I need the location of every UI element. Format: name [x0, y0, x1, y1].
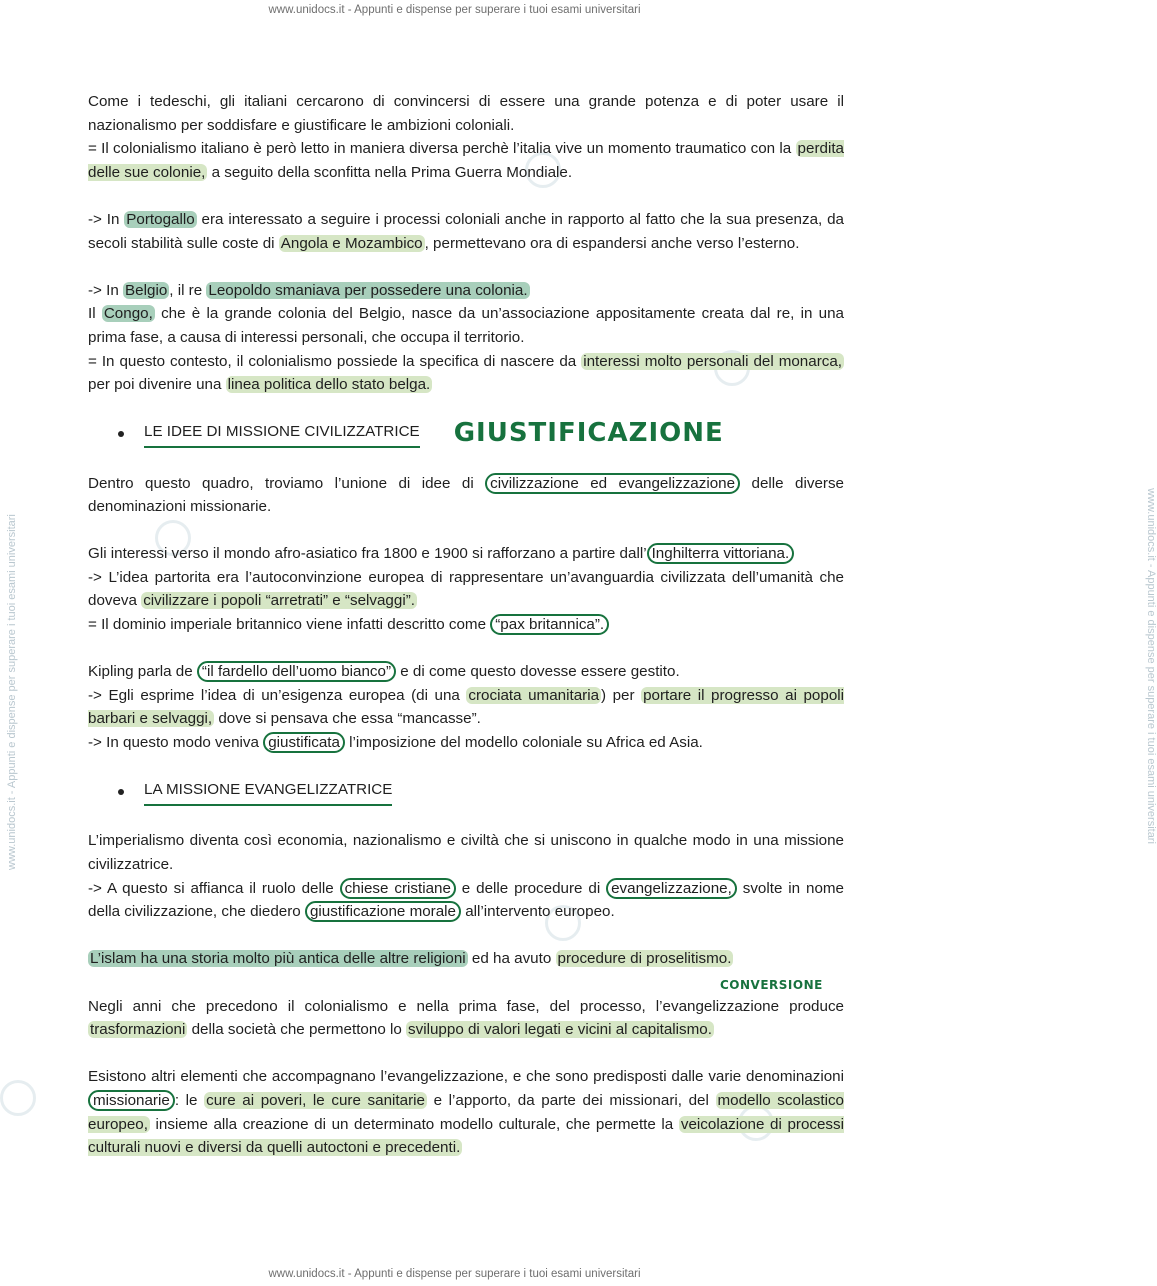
text: a seguito della sconfitta nella Prima Guerra Mondiale.: [207, 163, 573, 181]
text: che è la grande colonia del Belgio, nasce da un’associazione appositamente creata dal re, in una prima fase, a causa di interessi personali, che occupa il territorio.: [88, 305, 844, 346]
paragraph-capitalismo: [88, 995, 844, 1042]
highlight: trasformazioni: [90, 1021, 186, 1039]
highlight: sviluppo di valori legati e vicini al capitalismo.: [408, 1021, 712, 1039]
bullet-icon: [118, 789, 124, 795]
text: della società che permettono lo: [187, 1021, 407, 1039]
header-watermark: www.unidocs.it - Appunti e dispense per superare i tuoi esami universitari: [268, 4, 641, 16]
section-heading-civilizzatrice: [88, 420, 844, 448]
paragraph-portogallo: [88, 208, 844, 255]
text: Negli anni che precedono il colonialismo e nella prima fase, del processo, l’evangelizzazione produce: [88, 997, 844, 1015]
highlight: modello scolastico europeo,: [88, 1091, 844, 1133]
footer-watermark: www.unidocs.it - Appunti e dispense per superare i tuoi esami universitari: [268, 1268, 641, 1280]
paragraph-idee: [88, 472, 844, 519]
highlight: Angola e Mozambico: [280, 234, 423, 252]
watermark-logo-icon: [0, 1080, 36, 1116]
text: : le: [174, 1091, 205, 1109]
text: ed ha avuto: [467, 950, 556, 968]
text: Dentro questo quadro, troviamo l’unione di idee di: [88, 474, 486, 492]
paragraph-inghilterra: [88, 542, 844, 636]
text: -> In: [88, 210, 125, 228]
circled-text: “pax britannica”.: [490, 614, 609, 635]
highlight: cure ai poveri, le cure sanitarie: [206, 1091, 425, 1109]
circled-text: civilizzazione ed evangelizzazione: [485, 473, 740, 494]
text: Kipling parla de: [88, 663, 197, 681]
circled-text: chiese cristiane: [340, 878, 456, 899]
text: delle diverse denominazioni missionarie.: [88, 474, 844, 516]
highlight: Belgio: [125, 281, 168, 299]
bullet-icon: [118, 431, 124, 437]
text: era interessato a seguire i processi coloniali anche in rapporto al fatto che la sua presenza, da secoli stabilità sulle coste di: [88, 210, 844, 252]
text: , il re: [169, 281, 207, 299]
highlight: Congo,: [103, 305, 153, 323]
highlight: crociata umanitaria: [468, 686, 600, 704]
paragraph-imperialismo: [88, 829, 844, 923]
text: = Il dominio imperiale britannico viene infatti descritto come: [88, 616, 491, 634]
circled-text: “il fardello dell’uomo bianco”: [197, 661, 396, 682]
highlight: L’islam ha una storia molto più antica delle altre religioni: [90, 950, 466, 968]
text: e l’apporto, da parte dei missionari, del: [426, 1091, 716, 1109]
text: Come i tedeschi, gli italiani cercarono di convincersi di essere una grande potenza e di poter usare il nazionalismo per soddisfare e giustificare le ambizioni coloniali.: [88, 93, 844, 134]
heading-label: LE IDEE DI MISSIONE CIVILIZZATRICE: [144, 420, 420, 448]
side-watermark-right: www.unidocs.it - Appunti e dispense per superare i tuoi esami universitari: [1145, 488, 1157, 844]
text: l’imposizione del modello coloniale su Africa ed Asia.: [344, 734, 703, 752]
handwritten-note: GIUSTIFICAZIONE: [453, 418, 724, 449]
circled-text: giustificata: [263, 732, 345, 753]
paragraph-islam: [88, 947, 844, 971]
highlight: procedure di proselitismo.: [557, 950, 732, 968]
text: all’intervento europeo.: [461, 903, 615, 921]
highlight: linea politica dello stato belga.: [227, 376, 431, 394]
text: -> A questo si affianca il ruolo delle: [88, 879, 340, 897]
highlight: Portogallo: [126, 210, 195, 228]
paragraph-kipling: [88, 660, 844, 754]
heading-label: LA MISSIONE EVANGELIZZATRICE: [144, 778, 392, 806]
text: , permettevano ora di espandersi anche verso l’esterno.: [424, 234, 800, 252]
highlight: veicolazione di processi culturali nuovi e diversi da quelli autoctoni e precedenti.: [88, 1115, 844, 1157]
highlight: perdita delle sue colonie,: [88, 140, 844, 181]
text: -> Egli esprime l’idea di un’esigenza europea (di una: [88, 686, 467, 704]
text: dove si pensava che essa “mancasse”.: [214, 710, 481, 728]
text: -> In questo modo veniva: [88, 734, 264, 752]
highlight: interessi molto personali del monarca,: [583, 352, 843, 370]
circled-text: missionarie: [88, 1090, 175, 1111]
text: -> L’idea partorita era l’autoconvinzione europea di rappresentare un’avanguardia civilizzata dell’umanità che doveva: [88, 568, 844, 610]
text: Il: [88, 305, 102, 323]
text: -> In: [88, 281, 124, 299]
text: Esistono altri elementi che accompagnano l’evangelizzazione, e che sono predisposti dalle varie denominazioni: [88, 1068, 844, 1086]
text: e di come questo dovesse essere gestito.: [396, 663, 680, 681]
paragraph-italia: [88, 90, 844, 184]
text: = Il colonialismo italiano è però letto in maniera diversa perchè l’italia vive un momento traumatico con la: [88, 140, 796, 158]
circled-text: evangelizzazione,: [606, 878, 737, 899]
paragraph-belgio: [88, 279, 844, 397]
circled-text: giustificazione morale: [305, 901, 461, 922]
text: ) per: [601, 686, 642, 704]
text: = In questo contesto, il colonialismo possiede la specifica di nascere da: [88, 352, 582, 370]
text: e delle procedure di: [455, 879, 607, 897]
text: insieme alla creazione di un determinato modello culturale, che permette la: [149, 1115, 679, 1133]
handwritten-note: CONVERSIONE: [720, 978, 823, 992]
text: svolte in nome della civilizzazione, che diedero: [88, 879, 844, 921]
text: per poi divenire una: [88, 376, 226, 394]
highlight: civilizzare i popoli “arretrati” e “selvaggi”.: [143, 592, 415, 610]
paragraph-altri-elementi: [88, 1065, 844, 1159]
section-heading-evangelizzatrice: [88, 778, 844, 806]
highlight: portare il progresso ai popoli barbari e selvaggi,: [88, 686, 845, 728]
circled-text: Inghilterra vittoriana.: [647, 543, 795, 564]
text: Gli interessi verso il mondo afro-asiatico fra 1800 e 1900 si rafforzano a partire dall’: [88, 545, 647, 563]
document-body: [88, 90, 844, 1183]
text: L’imperialismo diventa così economia, nazionalismo e civiltà che si uniscono in qualche modo in una missione civilizzatrice.: [88, 832, 844, 873]
highlight: Leopoldo smaniava per possedere una colonia.: [208, 281, 528, 299]
side-watermark-left: www.unidocs.it - Appunti e dispense per superare i tuoi esami universitari: [6, 514, 18, 870]
